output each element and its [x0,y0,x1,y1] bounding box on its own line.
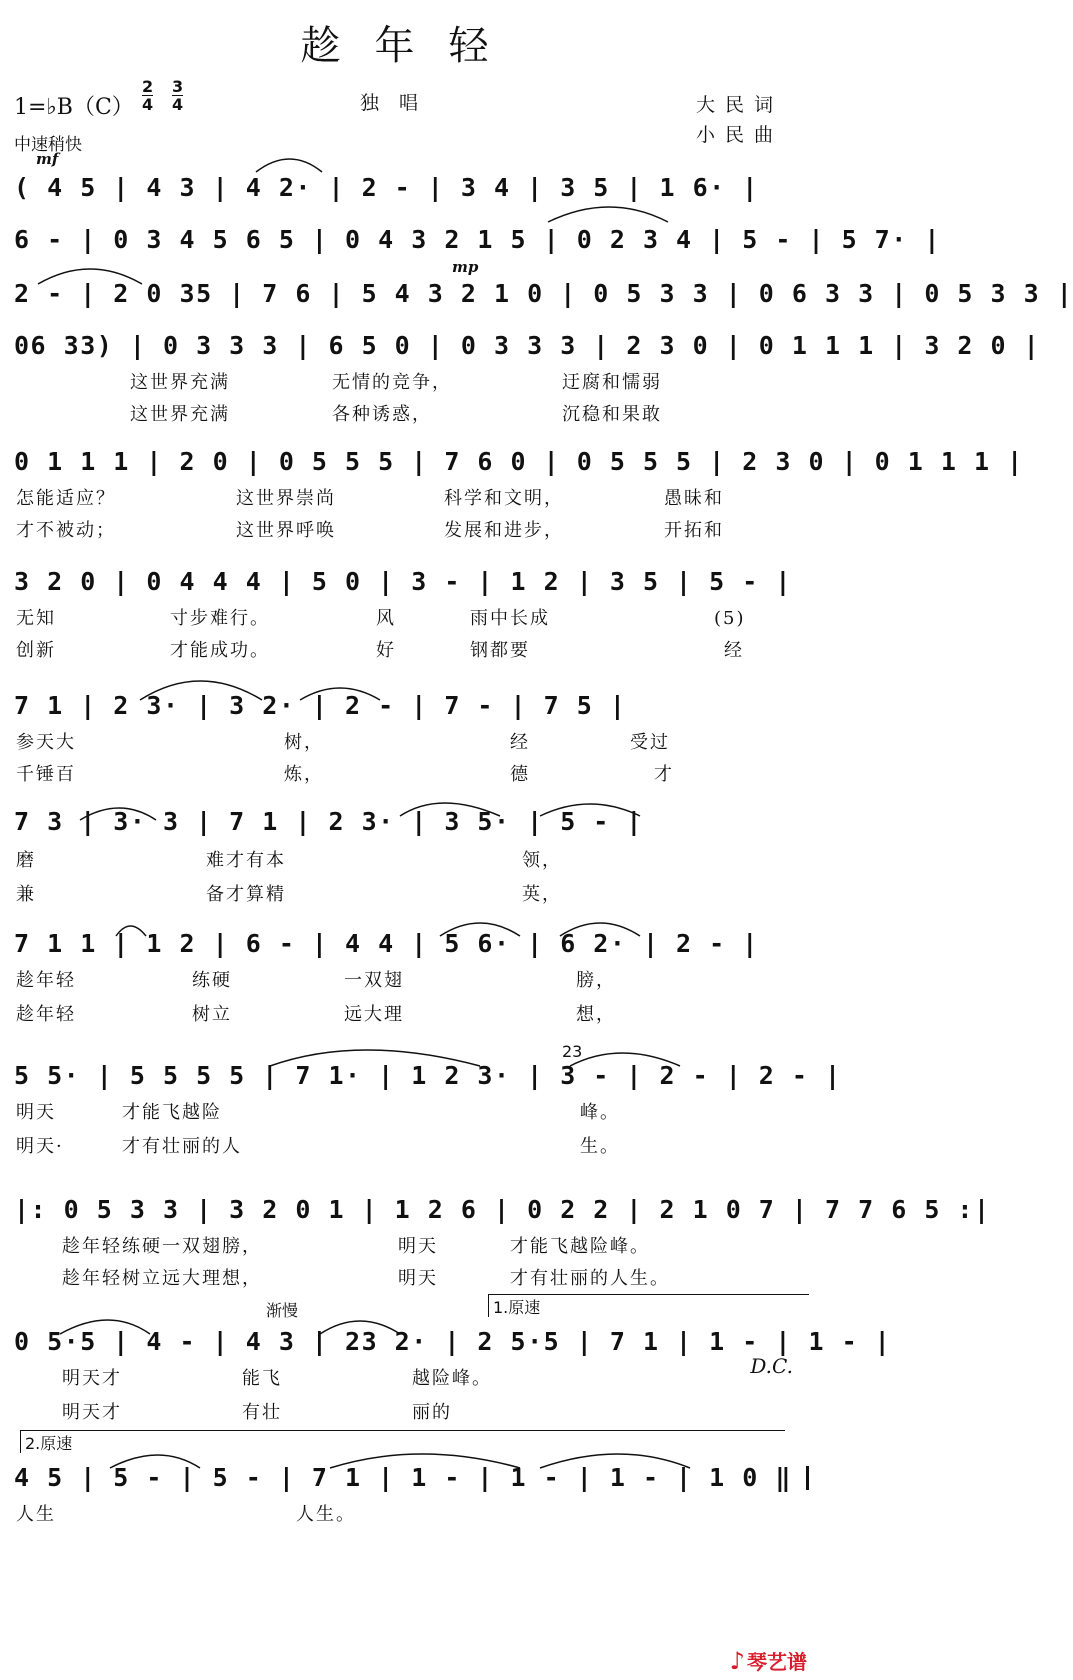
slur [140,681,262,700]
key-signature: 1=♭B（C） [14,95,134,120]
lyric-line: 趁年轻树立远大理想， 明天 才有壮丽的人生。 [62,1268,670,1289]
staff-line-3: 2 - | 2 0 35 | 7 6 | 5 4 3 2 1 0 | 0 5 3 3 | 0 6 3 3 | 0 5 3 3 | [14,279,1073,308]
lyric-line: 这世界充满 各种诱惑， 沉稳和果敢 [130,404,662,425]
lyric-line: 明天 才能飞越险 峰。 [16,1102,620,1123]
slur [60,1320,150,1334]
lyric-line: 千锤百 炼， 德 才 [16,764,674,785]
lyric-line: 明天才 有壮 丽的 [62,1402,452,1423]
time-denominator: 4 [142,95,154,114]
slur [400,803,500,816]
lyric-line: 趁年轻练硬一双翅膀， 明天 才能飞越险峰。 [62,1236,650,1257]
slur [270,1050,480,1066]
slur [330,1454,520,1468]
second-ending: 2.原速 [20,1430,785,1453]
staff-line-2: 6 - | 0 3 4 5 6 5 | 0 4 3 2 1 5 | 0 2 3 4 | 5 - | 5 7· | [14,225,941,254]
composer-credit: 小民曲 [695,124,783,146]
lyric-line: 怎能适应？ 这世界崇尚 科学和文明， 愚昧和 [16,488,724,509]
barline-group [806,1466,809,1490]
logo-icon: ♪ [729,1647,745,1675]
lyric-line: 人生 人生。 [16,1504,356,1525]
slur [320,1321,400,1334]
staff-line-6: 3 2 0 | 0 4 4 4 | 5 0 | 3 - | 1 2 | 3 5 | 5 - | [14,567,792,596]
lyric-line: 创新 才能成功。 好 钢都要 经 [16,640,744,661]
slur [540,1454,690,1468]
lyric-line: 无知 寸步难行。 风 雨中长成 (5) [16,608,746,629]
ritardando-marking: 渐慢 [266,1301,299,1320]
slur [540,804,640,816]
slur [256,159,322,172]
staff-line-1: ( 4 5 | 4 3 | 4 2· | 2 - | 3 4 | 3 5 | 1 6· | [14,173,759,202]
staff-line-8: 7 3 | 3· 3 | 7 1 | 2 3· | 3 5· | 5 - | [14,807,643,836]
song-title: 趁年轻 [300,23,523,69]
slur [548,207,668,222]
da-capo: D.C. [750,1354,793,1378]
staff-line-4: 06 33) | 0 3 3 3 | 6 5 0 | 0 3 3 3 | 2 3 0 | 0 1 1 1 | 3 2 0 | [14,331,1041,360]
dynamic-mp: mp [452,258,479,276]
lyric-line: 这世界充满 无情的竞争， 迂腐和懦弱 [130,372,662,393]
slur [300,688,380,700]
staff-line-7: 7 1 | 2 3· | 3 2· | 2 - | 7 - | 7 5 | [14,691,627,720]
time-numerator: 2 [142,77,154,96]
lyric-line: 参天大 树， 经 受过 [16,732,670,753]
time-denominator: 4 [172,95,184,114]
staff-line-5: 0 1 1 1 | 2 0 | 0 5 5 5 | 7 6 0 | 0 5 5 5 | 2 3 0 | 0 1 1 1 | [14,447,1024,476]
lyric-line: 趁年轻 树立 远大理 想， [16,1004,616,1025]
slur [570,1053,680,1066]
first-ending: 1.原速 [488,1294,809,1317]
tempo-marking: 中速稍快 [14,135,82,155]
slur [110,1455,200,1468]
grace-notes: 23 [562,1042,583,1061]
lyric-line: 才不被动； 这世界呼唤 发展和进步， 开拓和 [16,520,724,541]
slur [440,923,520,936]
slur [560,923,640,936]
staff-line-12: 0 5·5 | 4 - | 4 3 | 23 2· | 2 5·5 | 7 1 | 1 - | 1 - | [14,1327,892,1356]
time-numerator: 3 [172,77,184,96]
performance-type: 独唱 [360,92,439,114]
staff-line-10: 5 5· | 5 5 5 5 | 7 1· | 1 2 3· | 3 - | 2 - | 2 - | [14,1061,842,1090]
watermark-logo: ♪ 琴艺谱 [729,1647,807,1675]
lyric-line: 磨 难才有本 领， [16,850,562,871]
lyric-line: 明天才 能飞 越险峰。 [62,1368,492,1389]
lyric-line: 趁年轻 练硬 一双翅 膀， [16,970,616,991]
lyricist-credit: 大民词 [695,94,783,116]
slur [116,926,146,936]
dynamic-mf: mf [36,150,59,168]
staff-line-9: 7 1 1 | 1 2 | 6 - | 4 4 | 5 6· | 6 2· | 2 - | [14,929,759,958]
slur [38,269,142,284]
final-barline [806,1466,809,1490]
slur [80,808,156,820]
staff-line-11: |: 0 5 3 3 | 3 2 0 1 | 1 2 6 | 0 2 2 | 2 1 0 7 | 7 7 6 5 :| [14,1195,991,1224]
staff-line-13: 4 5 | 5 - | 5 - | 7 1 | 1 - | 1 - | 1 - | 1 0 ‖ [14,1463,792,1492]
lyric-line: 明天· 才有壮丽的人 生。 [16,1136,620,1157]
lyric-line: 兼 备才算精 英， [16,884,562,905]
